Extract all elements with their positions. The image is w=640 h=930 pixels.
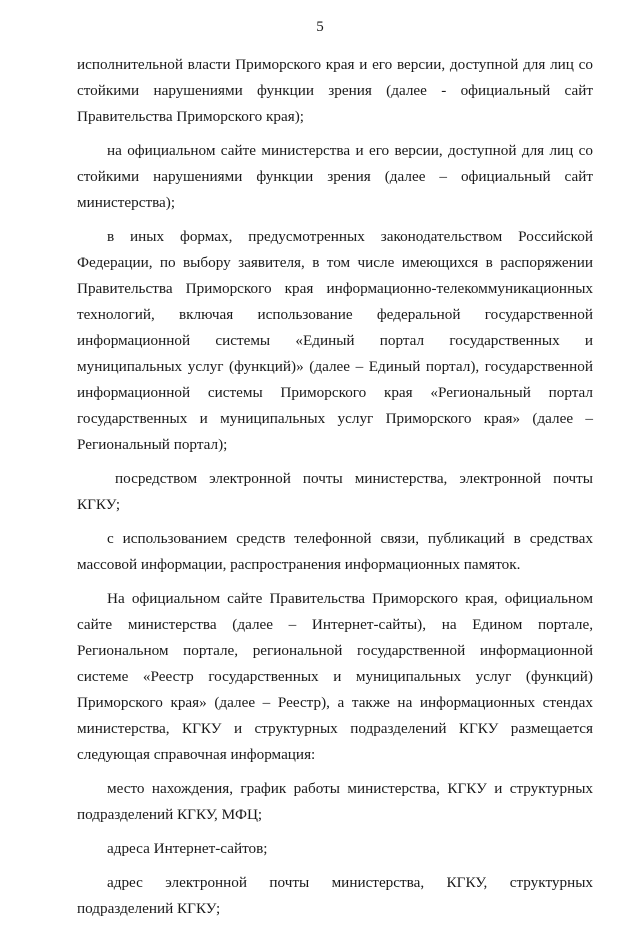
paragraph-official-site-ministry: на официальном сайте министерства и его версии, доступной для лиц со стойкими нарушениями функции зрения (далее – официальный сайт министерства); <box>77 142 593 211</box>
page-number: 5 <box>316 19 324 35</box>
paragraph-email: посредством электронной почты министерства, электронной почты КГКУ; <box>77 470 593 513</box>
paragraph-reference-info: На официальном сайте Правительства Приморского края, официальном сайте министерства (далее – Интернет-сайты), на Едином портале, Региональном портале, региональной государственной информационной системе «Реестр государственных и муниципальных услуг (функций) Приморского края» (далее – Реестр), а также на информационных стендах министерства, КГКУ и структурных подразделений КГКУ размещается следующая справочная информация: <box>77 590 593 763</box>
paragraph-internet-sites: адреса Интернет-сайтов; <box>107 840 268 857</box>
paragraph-other-forms: в иных формах, предусмотренных законодательством Российской Федерации, по выбору заявителя, в том числе имеющихся в распоряжении Правительства Приморского края информационно-телекоммуникационных технологий, включая использование федеральной государственной информационной системы «Единый портал государственных и муниципальных услуг (функций)» (далее – Единый портал), государственной информационной системы Приморского края «Региональный портал государственных и муниципальных услуг Приморского края» (далее – Региональный портал); <box>77 228 593 453</box>
document-body <box>77 52 593 930</box>
paragraph-email-addresses: адрес электронной почты министерства, КГКУ, структурных подразделений КГКУ; <box>77 874 593 917</box>
paragraph-location-schedule: место нахождения, график работы министерства, КГКУ и структурных подразделений КГКУ, МФЦ; <box>77 780 593 823</box>
paragraph-official-site-government: исполнительной власти Приморского края и его версии, доступной для лиц со стойкими нарушениями функции зрения (далее - официальный сайт Правительства Приморского края); <box>77 56 593 125</box>
paragraph-telephone-media: с использованием средств телефонной связи, публикаций в средствах массовой информации, распространения информационных памяток. <box>77 530 593 573</box>
